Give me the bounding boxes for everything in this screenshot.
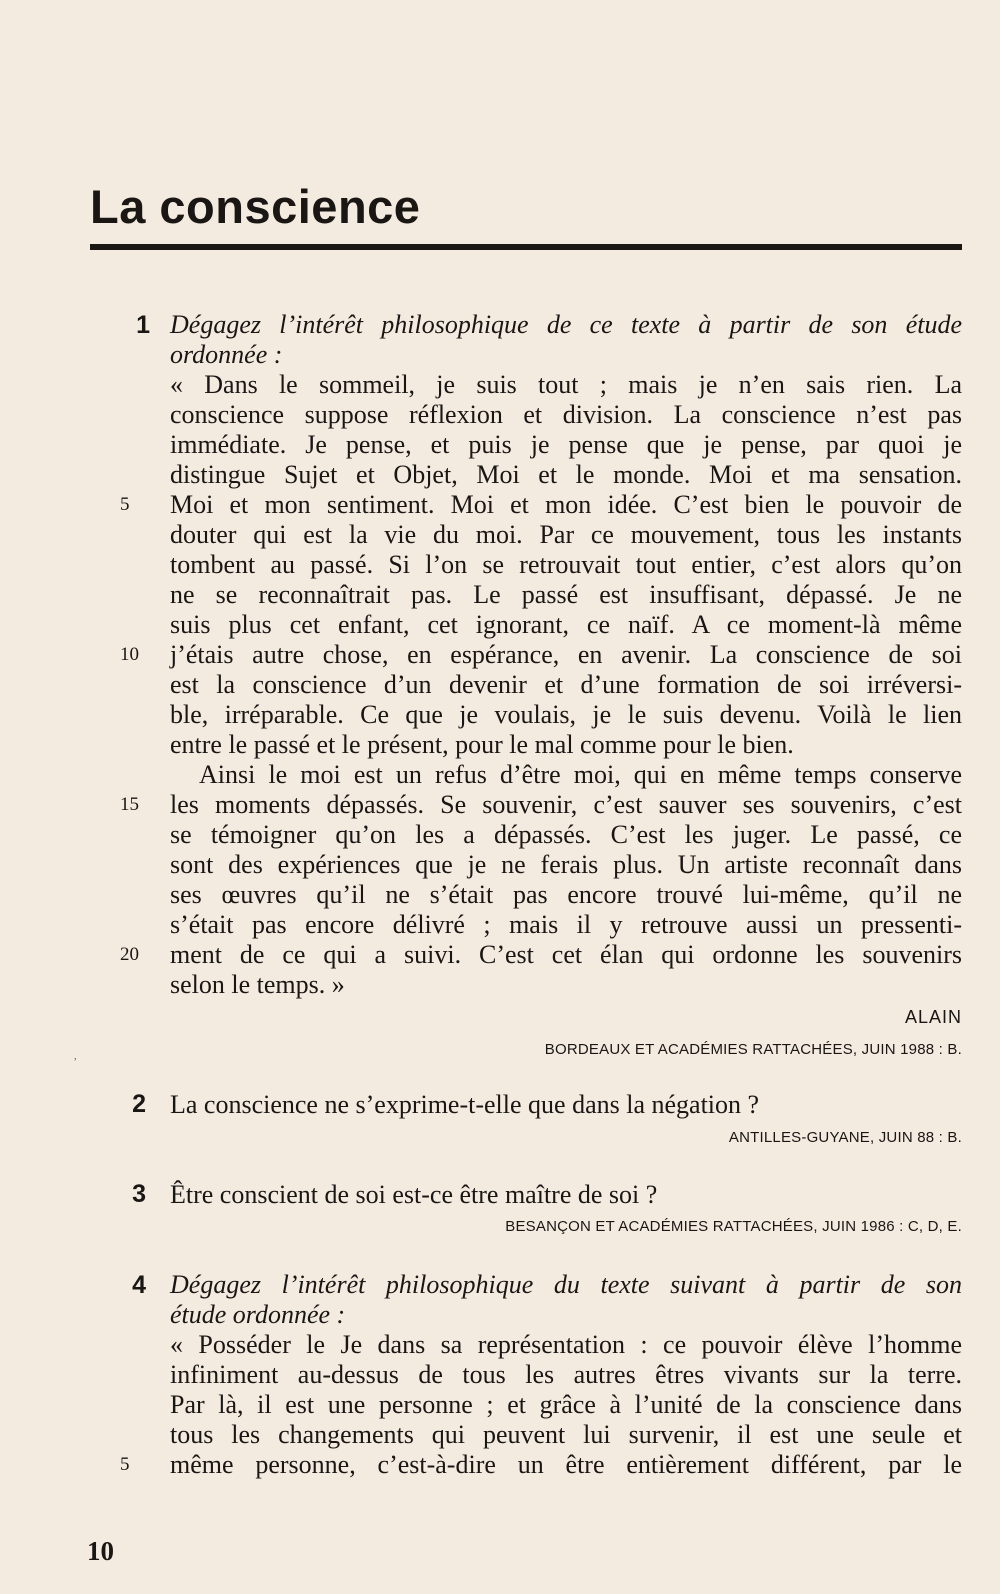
text-line <box>170 1300 962 1330</box>
line-text: s’était pas encore délivré ; mais il y retrouve aussi un pressenti- <box>170 910 962 939</box>
line-number: 10 <box>120 644 139 665</box>
line-text: Ainsi le moi est un refus d’être moi, qui en même temps conserve <box>199 760 962 789</box>
text-line <box>170 910 962 940</box>
exercise-3-number: 3 <box>132 1180 146 1208</box>
line-text: Dégagez l’intérêt philosophique du texte suivant à partir de son <box>170 1270 962 1299</box>
line-text: ble, irréparable. Ce que je voulais, je le suis devenu. Voilà le lien <box>170 700 962 729</box>
text-line <box>170 310 962 340</box>
exercise-2-number: 2 <box>132 1090 146 1118</box>
text-line <box>170 610 962 640</box>
text-line <box>120 940 962 970</box>
text-line <box>170 520 962 550</box>
exercise-1-number: 1 <box>136 311 150 339</box>
line-number: 15 <box>120 794 139 815</box>
text-line <box>170 1270 962 1300</box>
exercise-3-source: BESANÇON ET ACADÉMIES RATTACHÉES, JUIN 1986 : C, D, E. <box>505 1218 962 1235</box>
page-number: 10 <box>87 1536 114 1566</box>
stray-mark: , <box>74 1050 77 1062</box>
text-line <box>170 970 962 1000</box>
text-line <box>170 1420 962 1450</box>
title-rule <box>90 244 962 250</box>
exercise-1-author: ALAIN <box>904 1007 962 1027</box>
line-text: distingue Sujet et Objet, Moi et le monde. Moi et ma sensation. <box>170 460 962 489</box>
exercise-4-text <box>120 1270 962 1480</box>
line-text: infiniment au-dessus de tous les autres êtres vivants sur la terre. <box>170 1360 962 1389</box>
exercise-1-source: BORDEAUX ET ACADÉMIES RATTACHÉES, JUIN 1988 : B. <box>544 1041 962 1058</box>
line-text: les moments dépassés. Se souvenir, c’est sauver ses souvenirs, c’est <box>170 790 962 819</box>
line-text: ordonnée : <box>170 340 283 369</box>
line-text: immédiate. Je pense, et puis je pense que je pense, par quoi je <box>170 430 962 459</box>
line-text: « Dans le sommeil, je suis tout ; mais je n’en sais rien. La <box>170 370 962 399</box>
text-line <box>120 490 962 520</box>
exercise-1-text <box>120 310 962 1000</box>
text-line <box>170 730 962 760</box>
text-line <box>120 790 962 820</box>
exercise-2-source: ANTILLES-GUYANE, JUIN 88 : B. <box>728 1129 962 1146</box>
line-text: entre le passé et le présent, pour le mal comme pour le bien. <box>170 730 794 759</box>
chapter-title: La conscience <box>90 180 421 233</box>
text-line <box>170 850 962 880</box>
text-line <box>170 580 962 610</box>
text-line <box>170 820 962 850</box>
exercise-3-question: Être conscient de soi est-ce être maître de soi ? <box>170 1180 658 1209</box>
line-text: ment de ce qui a suivi. C’est cet élan qui ordonne les souvenirs <box>170 940 962 969</box>
text-line <box>170 400 962 430</box>
text-line <box>170 880 962 910</box>
exercise-2-question: La conscience ne s’exprime-t-elle que dans la négation ? <box>170 1090 760 1119</box>
line-text: ne se reconnaîtrait pas. Le passé est insuffisant, dépassé. Je ne <box>170 580 962 609</box>
line-text: Moi et mon sentiment. Moi et mon idée. C’est bien le pouvoir de <box>170 490 962 519</box>
text-line <box>170 670 962 700</box>
text-line <box>170 460 962 490</box>
line-text: suis plus cet enfant, cet ignorant, ce naïf. A ce moment-là même <box>170 610 962 639</box>
line-text: étude ordonnée : <box>170 1300 346 1329</box>
line-text: même personne, c’est-à-dire un être entièrement différent, par le <box>170 1450 962 1479</box>
text-line <box>170 550 962 580</box>
line-number: 5 <box>120 1454 130 1475</box>
line-text: sont des expériences que je ne ferais plus. Un artiste reconnaît dans <box>170 850 962 879</box>
exercise-4-number: 4 <box>132 1271 146 1299</box>
line-text: tous les changements qui peuvent lui survenir, il est une seule et <box>170 1420 962 1449</box>
line-text: « Posséder le Je dans sa représentation : ce pouvoir élève l’homme <box>170 1330 962 1359</box>
line-text: tombent au passé. Si l’on se retrouvait tout entier, c’est alors qu’on <box>170 550 962 579</box>
text-line <box>170 430 962 460</box>
line-text: Par là, il est une personne ; et grâce à l’unité de la conscience dans <box>170 1390 962 1419</box>
line-text: Dégagez l’intérêt philosophique de ce texte à partir de son étude <box>170 310 962 339</box>
line-text: douter qui est la vie du moi. Par ce mouvement, tous les instants <box>170 520 962 549</box>
line-text: est la conscience d’un devenir et d’une formation de soi irréversi- <box>170 670 962 699</box>
text-line <box>120 640 962 670</box>
text-line <box>120 1450 962 1480</box>
text-line <box>170 340 962 370</box>
text-line <box>170 1390 962 1420</box>
line-text: j’étais autre chose, en espérance, en avenir. La conscience de soi <box>170 640 962 669</box>
line-number: 20 <box>120 944 139 965</box>
line-text: selon le temps. » <box>170 970 345 999</box>
line-text: conscience suppose réflexion et division. La conscience n’est pas <box>170 400 962 429</box>
text-line <box>170 1360 962 1390</box>
text-line <box>170 700 962 730</box>
line-number: 5 <box>120 494 130 515</box>
text-line <box>170 760 962 790</box>
line-text: se témoigner qu’on les a dépassés. C’est les juger. Le passé, ce <box>170 820 962 849</box>
line-text: ses œuvres qu’il ne s’était pas encore trouvé lui-même, qu’il ne <box>170 880 962 909</box>
text-line <box>170 370 962 400</box>
text-line <box>170 1330 962 1360</box>
